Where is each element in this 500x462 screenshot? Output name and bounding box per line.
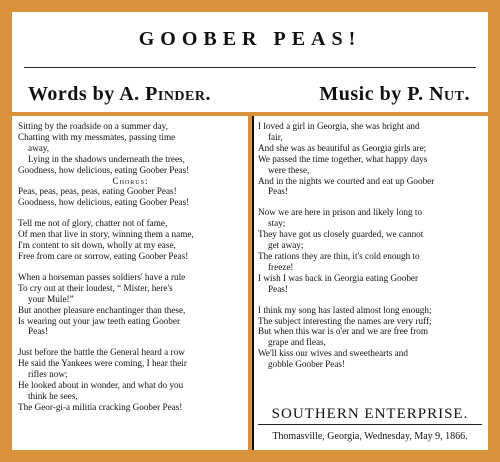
column-divider xyxy=(252,116,254,404)
lyric-line: Sitting by the roadside on a summer day, xyxy=(18,121,168,131)
stanza-gap xyxy=(18,337,243,347)
lyric-line: rifles now; xyxy=(28,369,68,380)
lyric-line: But when this war is o'er and we are free from xyxy=(258,326,429,337)
lyric-line: To cry out at their loudest, “ Mister, here's xyxy=(18,282,173,293)
lyric-line: The Geor-gi-a militia cracking Goober Peas! xyxy=(18,401,183,412)
lyric-line: Tell me not of glory, chatter not of fame, xyxy=(18,218,168,229)
lyric-line: When a horseman passes soldiers' have a rule xyxy=(18,271,186,282)
header-panel xyxy=(12,12,488,112)
lyric-line: I'm content to sit down, wholly at my ease, xyxy=(18,240,176,251)
lyric-line: gobble Goober Peas! xyxy=(268,359,346,370)
lyrics-right-column xyxy=(252,116,488,404)
lyric-line: The subject interesting the names are very ruff; xyxy=(258,315,432,326)
lyric-line: I wish I was back in Georgia eating Goober xyxy=(258,272,419,283)
lyric-line: Goodness, how delicious, eating Goober Peas! xyxy=(18,197,190,208)
lyric-line: But another pleasure enchantinger than these, xyxy=(18,304,186,315)
lyric-line: Lying in the shadows underneath the trees, xyxy=(28,153,185,164)
words-credit xyxy=(28,83,211,106)
stanza-gap xyxy=(18,262,243,272)
music-author: Nut xyxy=(429,83,465,105)
lyric-line: Peas! xyxy=(268,283,288,294)
publication-name: SOUTHERN ENTERPRISE. xyxy=(271,406,469,422)
stanza-6 xyxy=(258,207,483,294)
lyric-line: think he sees, xyxy=(28,390,78,401)
lyric-line: Free from care or sorrow, eating Goober Peas! xyxy=(18,250,189,261)
header-rule xyxy=(24,67,476,68)
words-suffix: . xyxy=(205,83,211,105)
lyric-line: get away; xyxy=(268,240,304,251)
stanza-gap xyxy=(18,208,243,218)
lyric-line: He said the Yankees were coming, I hear their xyxy=(18,358,187,369)
lyric-line: Is wearing out your jaw teeth eating Goober xyxy=(18,315,181,326)
stanza-2 xyxy=(18,218,243,262)
words-author: Pinder xyxy=(145,83,206,105)
chorus-label: Chorus: xyxy=(112,175,149,186)
stanza-gap xyxy=(258,295,483,305)
newspaper-credit xyxy=(252,404,488,450)
lyric-line: And in the nights we courted and eat up Goober xyxy=(258,175,435,186)
publication-rule xyxy=(258,424,482,425)
stanza-4 xyxy=(18,347,243,412)
stanza-gap xyxy=(258,197,483,207)
lyric-line: Peas! xyxy=(28,326,48,337)
lyric-line: The rations they are thin, it's cold enough to xyxy=(258,250,420,261)
lyric-line: Of men that live in story, winning them a name, xyxy=(18,229,194,240)
stanza-5 xyxy=(258,121,483,197)
lyric-line: I loved a girl in Georgia, she was bright and xyxy=(258,121,420,131)
lyric-line: Just before the battle the General heard a row xyxy=(18,347,185,358)
lyric-line: We passed the time together, what happy days xyxy=(258,153,428,164)
stanza-7 xyxy=(258,305,483,370)
lyric-line: Goodness, how delicious, eating Goober Peas! xyxy=(18,164,190,175)
lyric-line: Now we are here in prison and likely long to xyxy=(258,207,423,218)
dateline: Thomasville, Georgia, Wednesday, May 9, 1866. xyxy=(272,431,468,442)
lyric-line: And she was as beautiful as Georgia girls are; xyxy=(258,142,427,153)
lyric-line: freeze! xyxy=(268,261,294,272)
lyric-line: I think my song has lasted almost long enough; xyxy=(258,304,432,315)
lyric-line: grape and fleas, xyxy=(268,337,326,348)
lyric-line: were these, xyxy=(268,164,310,175)
lyric-line: Peas, peas, peas, peas, eating Goober Peas! xyxy=(18,186,177,197)
lyric-line: They have got us closely guarded, we cannot xyxy=(258,229,424,240)
lyric-line: your Mule!” xyxy=(28,293,74,304)
chorus xyxy=(18,186,243,208)
lyric-line: We'll kiss our wives and sweethearts and xyxy=(258,348,408,359)
lyric-line: stay; xyxy=(268,218,286,229)
lyric-line: away, xyxy=(28,142,50,153)
lyric-line: fair, xyxy=(268,131,283,142)
stanza-3 xyxy=(18,272,243,337)
music-credit xyxy=(319,83,470,106)
lyric-line: He looked about in wonder, and what do you xyxy=(18,380,184,391)
lyric-line: Peas! xyxy=(268,186,288,197)
music-suffix: . xyxy=(464,83,470,105)
music-prefix: Music by P. xyxy=(319,83,430,105)
song-title: GOOBER PEAS! xyxy=(138,28,362,50)
lyric-line: Chatting with my messmates, passing time xyxy=(18,131,176,142)
stanza-1 xyxy=(18,121,243,176)
lyrics-left-column xyxy=(12,116,248,450)
words-prefix: Words by A. xyxy=(28,83,146,105)
